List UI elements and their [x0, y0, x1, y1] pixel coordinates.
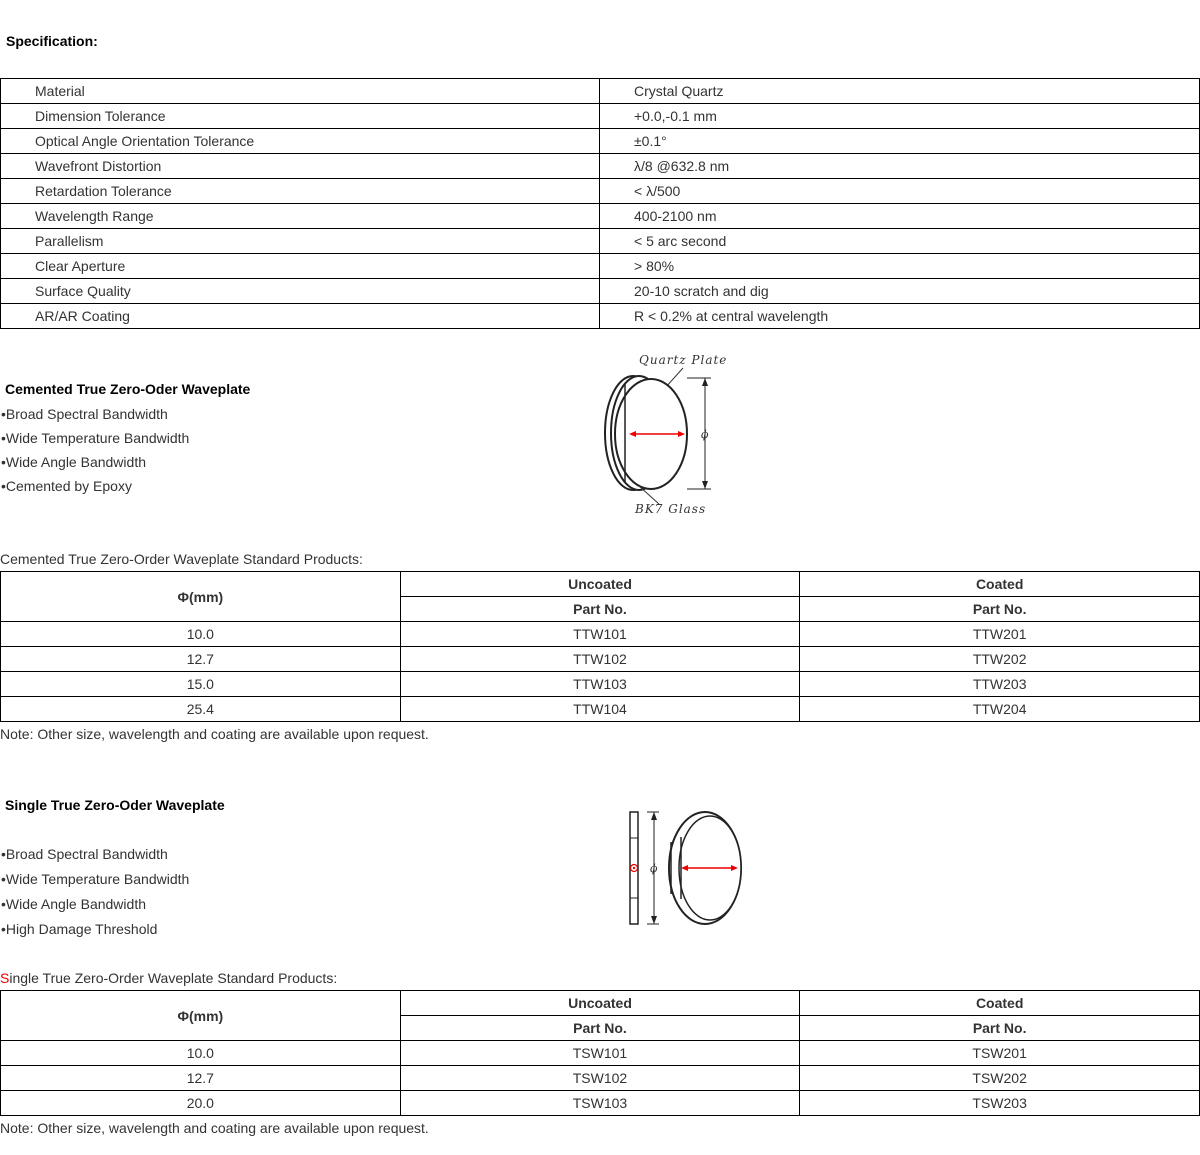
- table-header-row: [1, 991, 1200, 1016]
- single-feature-list: [1, 842, 189, 942]
- part-no-header: Part No.: [800, 1016, 1200, 1041]
- table-header-row: [1, 572, 1200, 597]
- spec-key: Wavelength Range: [1, 204, 600, 229]
- table-row: [1, 622, 1200, 647]
- cemented-products-caption: Cemented True Zero-Order Waveplate Standard Products:: [0, 551, 363, 567]
- table-row: [1, 647, 1200, 672]
- spec-value: < 5 arc second: [600, 229, 1200, 254]
- coated-header: Coated: [800, 991, 1200, 1016]
- part-no-cell: TSW203: [800, 1091, 1200, 1116]
- spec-value: < λ/500: [600, 179, 1200, 204]
- quartz-plate-label: Quartz Plate: [639, 353, 728, 367]
- diameter-label: ϕ: [701, 428, 710, 441]
- caption-rest: ingle True Zero-Order Waveplate Standard Products:: [9, 970, 338, 986]
- diameter-label: ϕ: [650, 862, 659, 875]
- part-no-header: Part No.: [400, 1016, 800, 1041]
- spec-key: Optical Angle Orientation Tolerance: [1, 129, 600, 154]
- diameter-cell: 15.0: [1, 672, 401, 697]
- spec-key: Material: [1, 79, 600, 104]
- spec-value: Crystal Quartz: [600, 79, 1200, 104]
- part-no-cell: TTW101: [400, 622, 800, 647]
- part-no-cell: TTW202: [800, 647, 1200, 672]
- table-row: [1, 672, 1200, 697]
- diameter-cell: 25.4: [1, 697, 401, 722]
- diameter-cell: 10.0: [1, 622, 401, 647]
- diameter-cell: 20.0: [1, 1091, 401, 1116]
- single-title: Single True Zero-Oder Waveplate: [5, 797, 225, 813]
- cemented-title: Cemented True Zero-Oder Waveplate: [5, 381, 251, 397]
- spec-value: 400-2100 nm: [600, 204, 1200, 229]
- table-row: [1, 697, 1200, 722]
- list-item: •Wide Angle Bandwidth: [1, 896, 146, 912]
- uncoated-header: Uncoated: [400, 991, 800, 1016]
- table-row: [1, 304, 1200, 329]
- spec-key: Surface Quality: [1, 279, 600, 304]
- bk7-glass-label: BK7 Glass: [635, 502, 707, 516]
- part-no-cell: TTW103: [400, 672, 800, 697]
- list-item: •Wide Angle Bandwidth: [1, 454, 146, 470]
- single-products-table: [0, 990, 1200, 1116]
- table-row: [1, 104, 1200, 129]
- diameter-cell: 12.7: [1, 1066, 401, 1091]
- part-no-header: Part No.: [800, 597, 1200, 622]
- table-row: [1, 279, 1200, 304]
- table-row: [1, 229, 1200, 254]
- part-no-cell: TTW104: [400, 697, 800, 722]
- uncoated-header: Uncoated: [400, 572, 800, 597]
- table-row: [1, 1091, 1200, 1116]
- part-no-header: Part No.: [400, 597, 800, 622]
- part-no-cell: TTW203: [800, 672, 1200, 697]
- spec-table: [0, 78, 1200, 329]
- cemented-waveplate-diagram: [595, 348, 735, 520]
- list-item: •Wide Temperature Bandwidth: [1, 871, 190, 887]
- spec-key: AR/AR Coating: [1, 304, 600, 329]
- table-row: [1, 79, 1200, 104]
- diameter-header: Φ(mm): [1, 991, 401, 1041]
- table-row: [1, 1066, 1200, 1091]
- diameter-cell: 10.0: [1, 1041, 401, 1066]
- list-item: •Cemented by Epoxy: [1, 478, 132, 494]
- spec-value: ±0.1°: [600, 129, 1200, 154]
- diameter-header: Φ(mm): [1, 572, 401, 622]
- part-no-cell: TTW201: [800, 622, 1200, 647]
- spec-key: Dimension Tolerance: [1, 104, 600, 129]
- part-no-cell: TTW204: [800, 697, 1200, 722]
- cemented-feature-list: [1, 402, 189, 498]
- list-item: •Wide Temperature Bandwidth: [1, 430, 190, 446]
- single-waveplate-diagram: [625, 806, 750, 930]
- single-note: Note: Other size, wavelength and coating are available upon request.: [0, 1120, 429, 1136]
- spec-key: Retardation Tolerance: [1, 179, 600, 204]
- table-row: [1, 254, 1200, 279]
- spec-title: Specification:: [6, 33, 98, 49]
- coated-header: Coated: [800, 572, 1200, 597]
- spec-value: > 80%: [600, 254, 1200, 279]
- table-row: [1, 154, 1200, 179]
- part-no-cell: TSW202: [800, 1066, 1200, 1091]
- diameter-cell: 12.7: [1, 647, 401, 672]
- cemented-note: Note: Other size, wavelength and coating are available upon request.: [0, 726, 429, 742]
- spec-value: λ/8 @632.8 nm: [600, 154, 1200, 179]
- part-no-cell: TSW103: [400, 1091, 800, 1116]
- spec-value: R < 0.2% at central wavelength: [600, 304, 1200, 329]
- part-no-cell: TTW102: [400, 647, 800, 672]
- list-item: •Broad Spectral Bandwidth: [1, 846, 168, 862]
- single-products-caption: [0, 970, 337, 986]
- spec-value: 20-10 scratch and dig: [600, 279, 1200, 304]
- spec-key: Clear Aperture: [1, 254, 600, 279]
- list-item: •High Damage Threshold: [1, 921, 158, 937]
- part-no-cell: TSW102: [400, 1066, 800, 1091]
- part-no-cell: TSW101: [400, 1041, 800, 1066]
- caption-first-letter: S: [0, 970, 10, 986]
- cemented-products-table: [0, 571, 1200, 722]
- list-item: •Broad Spectral Bandwidth: [1, 406, 168, 422]
- table-row: [1, 129, 1200, 154]
- table-row: [1, 179, 1200, 204]
- spec-key: Parallelism: [1, 229, 600, 254]
- spec-value: +0.0,-0.1 mm: [600, 104, 1200, 129]
- part-no-cell: TSW201: [800, 1041, 1200, 1066]
- spec-key: Wavefront Distortion: [1, 154, 600, 179]
- table-row: [1, 204, 1200, 229]
- table-row: [1, 1041, 1200, 1066]
